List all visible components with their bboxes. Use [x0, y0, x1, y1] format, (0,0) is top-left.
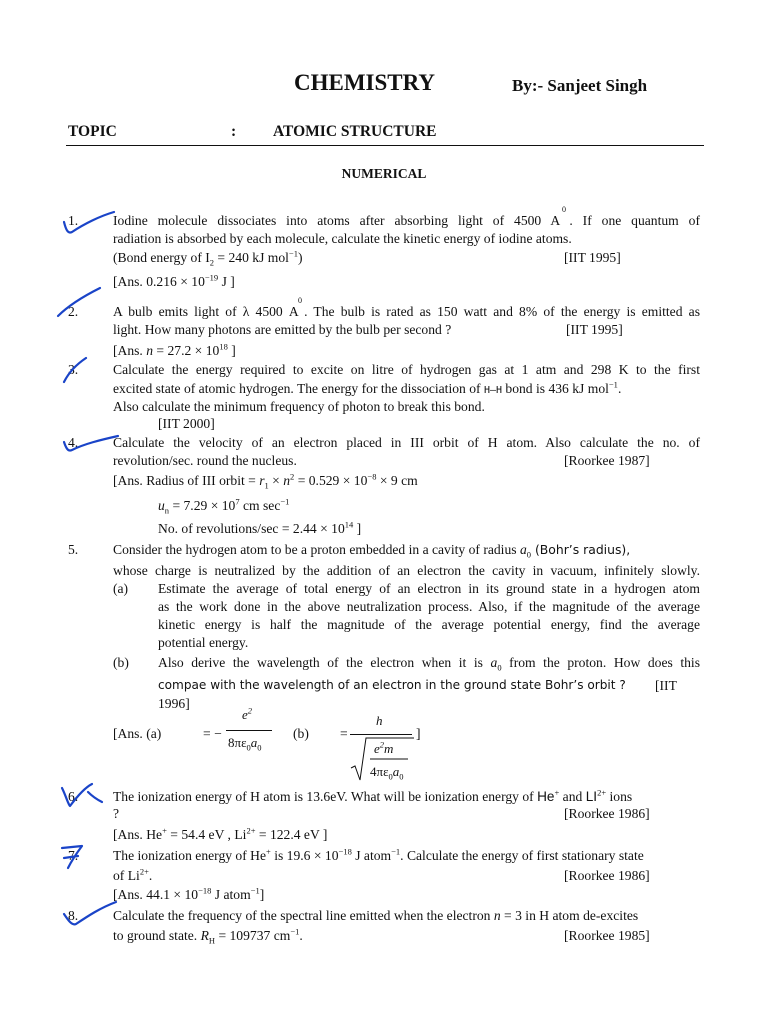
angstrom-ring: 0 [562, 205, 566, 214]
question-text-line: Calculate the frequency of the spectral line emitted when the electron n = 3 in H atom de-excites [113, 908, 639, 923]
question-number: 8. [68, 908, 79, 923]
question-text-line: Iodine molecule dissociates into atoms after absorbing light of 4500 A . If one quantum of [113, 213, 700, 228]
question-text-line: excited state of atomic hydrogen. The energy for the dissociation of H—H bond is 436 kJ mol$^{-1}$. [113, 379, 622, 396]
sub-part-label: (b) [293, 726, 309, 741]
fraction-bar [226, 730, 272, 731]
answer-line: [Ans. He+ = 54.4 eV , $Li^{2+} = 122.4$ eV ] [113, 825, 328, 842]
question-text-line: The ionization energy of H atom is 13.6eV. What will be ionization energy of He+ and $LI^{2+}$ ions [113, 787, 633, 804]
topic-colon: : [231, 123, 237, 140]
answer-line: [Ans. $44.1 \times 10^{-18}$ J atom$^{-1}$] [113, 885, 265, 902]
question-text-line: Calculate the velocity of an electron placed in III orbit of H atom. Also calculate the no. of [113, 435, 700, 450]
fraction-numerator: $e^2$ [242, 705, 253, 722]
answer-line: $u_n = 7.29 \times 10^7$ cm $\sec^{-1}$ [158, 496, 290, 516]
exam-reference: [IIT 1995] [566, 322, 623, 337]
question-text-line: Also derive the wavelength of the electron when it is $a_0$ from the proton. How does this [158, 655, 700, 673]
question-text-line: Consider the hydrogen atom to be a proton embedded in a cavity of radius $a_0$ (Bohr’s radius), [113, 542, 631, 560]
answer-line: [Ans. $0.216 \times 10^{-19}$ J ] [113, 272, 235, 289]
answer-line: [Ans. $n = 27.2 \times 10^{18}$ ] [113, 341, 236, 358]
handwritten-tick-icon [58, 356, 92, 384]
question-number: 5. [68, 542, 79, 557]
answer-line: No. of revolutions/sec = $2.44 \times 10^{14}$ ] [158, 519, 362, 536]
answer-close-bracket: ] [416, 726, 421, 741]
question-number: 7. [68, 848, 79, 863]
sub-part-label: (a) [113, 581, 129, 596]
question-text-line: Also calculate the minimum frequency of photon to break this bond. [113, 399, 485, 414]
question-number: 4. [68, 435, 79, 450]
handwritten-tick-icon [58, 842, 98, 870]
fraction-a [222, 706, 274, 752]
question-number: 6. [68, 789, 79, 804]
fraction-denominator: $8\pi\varepsilon_0a_0$ [228, 735, 262, 753]
question-text-line: potential energy. [158, 635, 249, 650]
fraction-bar [350, 734, 412, 735]
handwritten-tick-icon [54, 286, 106, 326]
exam-reference: [Roorkee 1986] [564, 868, 650, 883]
question-text-line: compae with the wavelength of an electron in the ground state Bohr’s orbit ? [158, 678, 626, 692]
topic-value: ATOMIC STRUCTURE [273, 123, 437, 140]
question-number: 3. [68, 362, 79, 377]
fraction-b [350, 712, 420, 782]
question-text-line: (Bond energy of $I_2 = 240$ kJ mol$^{-1}$) [113, 248, 303, 268]
exam-reference: [Roorkee 1985] [564, 928, 650, 943]
answer-label: [Ans. (a) [113, 726, 162, 741]
exam-reference: [Roorkee 1986] [564, 806, 650, 821]
handwritten-tick-icon [58, 430, 122, 456]
question-text-line: The ionization energy of He+ is $19.6 \times 10^{-18}$ J atom$^{-1}$. Calculate the energy of first stationary state [113, 846, 644, 863]
sub-part-label: (b) [113, 655, 129, 670]
question-number: 1. [68, 213, 79, 228]
question-text-line: kinetic energy is half the magnitude of the average potential energy, find the average [158, 617, 700, 632]
question-text-line: to ground state. $R_H = 109737$ $cm^{-1}$. [113, 926, 303, 946]
equals-sign: = [340, 726, 348, 741]
handwritten-tick-icon [60, 900, 120, 932]
exam-reference: [IIT [655, 678, 677, 693]
exam-reference: [IIT 2000] [158, 416, 215, 431]
question-text-line: revolution/sec. round the nucleus. [113, 453, 297, 468]
question-text-line: Estimate the average of total energy of an electron in its ground state in a hydrogen atom [158, 581, 700, 596]
equals-sign: = − [203, 726, 222, 741]
sqrt-denominator: $4\pi\varepsilon_0a_0$ [370, 764, 404, 782]
exam-reference: 1996] [158, 696, 190, 711]
question-text-line: Calculate the energy required to excite on litre of hydrogen gas at 1 atm and 298 K to the first [113, 362, 700, 377]
exam-reference: [IIT 1995] [564, 250, 621, 265]
angstrom-ring: 0 [298, 296, 302, 305]
topic-key: TOPIC [68, 123, 117, 140]
question-text-line: radiation is absorbed by each molecule, calculate the kinetic energy of iodine atoms. [113, 231, 572, 246]
question-text-line: A bulb emits light of λ 4500 A . The bulb is rated as 150 watt and 8% of the energy is emitted as [113, 304, 700, 319]
question-text-line: as the work done in the above neutralization process. Also, if the magnitude of the average [158, 599, 700, 614]
section-heading: NUMERICAL [341, 166, 427, 181]
sqrt-numerator: $e^2m$ [374, 739, 394, 756]
question-text-line: whose charge is neutralized by the addition of an electron the cavity in vacuum, infinitely slowly. [113, 563, 700, 578]
handwritten-tick-icon [56, 208, 120, 240]
subject-title: CHEMISTRY [294, 70, 436, 95]
answer-line: [Ans. Radius of III orbit = $r_1 \times n^2 = 0.529 \times 10^{-8} \times 9$ cm [113, 471, 418, 491]
handwritten-tick-icon [58, 782, 108, 812]
fraction-numerator: h [376, 713, 383, 728]
author-name: By:- Sanjeet Singh [512, 76, 648, 95]
question-number: 2. [68, 304, 79, 319]
question-text-line: light. How many photons are emitted by the bulb per second ? [113, 322, 452, 337]
exam-reference: [Roorkee 1987] [564, 453, 650, 468]
question-text-line: ? [113, 806, 120, 821]
question-text-line: of $Li^{2+}$. [113, 866, 153, 883]
header-rule [66, 145, 704, 146]
